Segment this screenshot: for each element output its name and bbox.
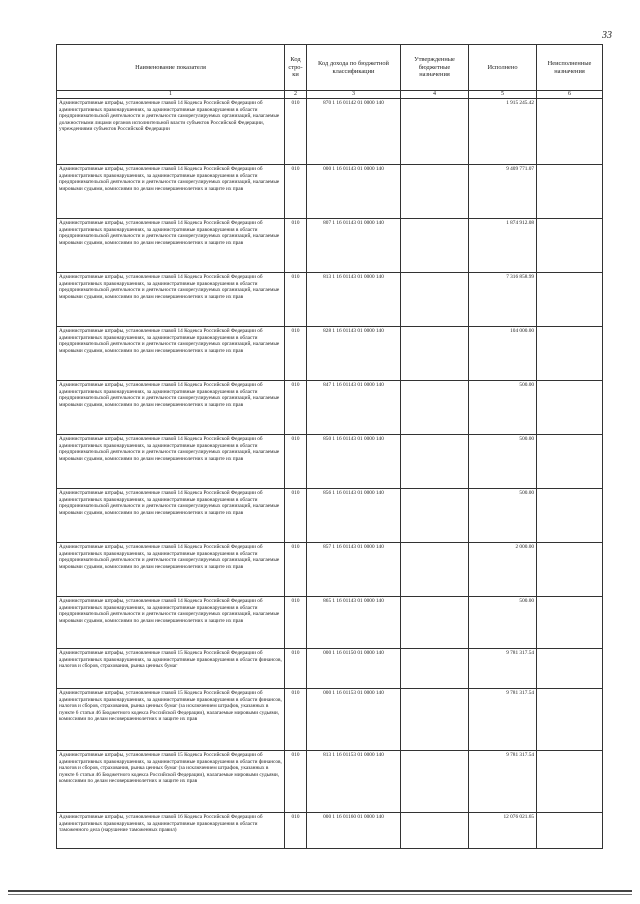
- row-approved: [401, 751, 469, 813]
- table-row: [57, 381, 603, 435]
- table-row: [57, 597, 603, 649]
- row-unexecuted: [537, 689, 603, 751]
- column-number: 1: [57, 91, 285, 99]
- row-code: 010: [285, 543, 307, 597]
- table-row: [57, 813, 603, 849]
- row-executed: 2 000.00: [469, 543, 537, 597]
- column-number: 2: [285, 91, 307, 99]
- row-approved: [401, 99, 469, 165]
- row-unexecuted: [537, 273, 603, 327]
- row-approved: [401, 219, 469, 273]
- row-approved: [401, 649, 469, 689]
- row-code: 010: [285, 489, 307, 543]
- row-executed: 104 000.00: [469, 327, 537, 381]
- row-approved: [401, 273, 469, 327]
- header-row: [57, 45, 603, 91]
- table-row: [57, 435, 603, 489]
- row-classification: 828 1 16 01143 01 0000 140: [307, 327, 401, 381]
- table-row: [57, 649, 603, 689]
- row-name: Административные штрафы, установленные главой 14 Кодекса Российской Федерации об административных правонарушениях, за административные правонарушения в области предпринимательской деятельности и деятельности саморегулируемых организаций, налагаемые мировыми судьями, комиссиями по делам несовершеннолетних и защите их прав: [57, 219, 285, 273]
- row-executed: 9 781 317.54: [469, 751, 537, 813]
- row-name: Административные штрафы, установленные главой 16 Кодекса Российской Федерации об административных правонарушениях, за административные правонарушения в области таможенного дела (нарушение таможенных правил): [57, 813, 285, 849]
- row-code: 010: [285, 689, 307, 751]
- row-code: 010: [285, 381, 307, 435]
- row-name: Административные штрафы, установленные главой 14 Кодекса Российской Федерации об административных правонарушениях, за административные правонарушения в области предпринимательской деятельности и деятельности саморегулируемых организаций, налагаемые мировыми судьями, комиссиями по делам несовершеннолетних и защите их прав: [57, 273, 285, 327]
- table-row: [57, 327, 603, 381]
- table-row: [57, 489, 603, 543]
- row-unexecuted: [537, 649, 603, 689]
- row-unexecuted: [537, 99, 603, 165]
- column-number: 4: [401, 91, 469, 99]
- table-row: [57, 165, 603, 219]
- row-code: 010: [285, 597, 307, 649]
- row-code: 010: [285, 273, 307, 327]
- row-unexecuted: [537, 751, 603, 813]
- row-executed: 7 316 858.99: [469, 273, 537, 327]
- row-approved: [401, 435, 469, 489]
- row-approved: [401, 489, 469, 543]
- column-number: 3: [307, 91, 401, 99]
- row-name: Административные штрафы, установленные главой 14 Кодекса Российской Федерации об административных правонарушениях, за административные правонарушения в области предпринимательской деятельности и деятельности саморегулируемых организаций, налагаемые мировыми судьями, комиссиями по делам несовершеннолетних и защите их прав: [57, 597, 285, 649]
- row-classification: 847 1 16 01143 01 0000 140: [307, 381, 401, 435]
- row-classification: 857 1 16 01143 01 0000 140: [307, 543, 401, 597]
- row-classification: 807 1 16 01143 01 0000 140: [307, 219, 401, 273]
- footer-rule: [8, 890, 632, 892]
- row-unexecuted: [537, 435, 603, 489]
- row-name: Административные штрафы, установленные главой 14 Кодекса Российской Федерации об административных правонарушениях, за административные правонарушения в области предпринимательской деятельности и деятельности саморегулируемых организаций, налагаемые мировыми судьями, комиссиями по делам несовершеннолетних и защите их прав: [57, 327, 285, 381]
- table-row: [57, 543, 603, 597]
- row-unexecuted: [537, 381, 603, 435]
- row-name: Административные штрафы, установленные главой 14 Кодекса Российской Федерации об административных правонарушениях, за административные правонарушения в области предпринимательской деятельности и деятельности саморегулируемых организаций, налагаемые мировыми судьями, комиссиями по делам несовершеннолетних и защите их прав: [57, 381, 285, 435]
- row-unexecuted: [537, 597, 603, 649]
- row-approved: [401, 543, 469, 597]
- row-code: 010: [285, 649, 307, 689]
- row-name: Административные штрафы, установленные главой 15 Кодекса Российской Федерации об административных правонарушениях, за административные правонарушения в области финансов, налогов и сборов, страхования, рынка ценных бумаг (за исключением штрафов, указанных в пункте 6 статьи 46 Бюджетного кодекса Российской Федерации), налагаемые мировыми судьями, комиссиями по делам несовершеннолетних и защите их прав: [57, 751, 285, 813]
- row-approved: [401, 381, 469, 435]
- row-code: 010: [285, 219, 307, 273]
- header-code: Код стро-ки: [285, 45, 307, 91]
- row-classification: 813 1 16 01153 01 0000 140: [307, 751, 401, 813]
- row-classification: 000 1 16 01160 01 0000 140: [307, 813, 401, 849]
- column-number: 6: [537, 91, 603, 99]
- row-classification: 850 1 16 01143 01 0000 140: [307, 435, 401, 489]
- row-unexecuted: [537, 489, 603, 543]
- column-number: 5: [469, 91, 537, 99]
- row-approved: [401, 165, 469, 219]
- table-body: [57, 99, 603, 849]
- header-executed: Исполнено: [469, 45, 537, 91]
- header-unexecuted: Неисполненные назначения: [537, 45, 603, 91]
- header-name: Наименование показателя: [57, 45, 285, 91]
- row-classification: 856 1 16 01143 01 0000 140: [307, 489, 401, 543]
- table-row: [57, 99, 603, 165]
- row-code: 010: [285, 751, 307, 813]
- row-classification: 000 1 16 01143 01 0000 140: [307, 165, 401, 219]
- column-number-row: [57, 91, 603, 99]
- row-name: Административные штрафы, установленные главой 15 Кодекса Российской Федерации об административных правонарушениях, за административные правонарушения в области финансов, налогов и сборов, страхования, рынка ценных бумаг (за исключением штрафов, указанных в пункте 6 статьи 46 Бюджетного кодекса Российской Федерации), налагаемые мировыми судьями, комиссиями по делам несовершеннолетних и защите их прав: [57, 689, 285, 751]
- row-executed: 9 781 317.54: [469, 649, 537, 689]
- row-code: 010: [285, 165, 307, 219]
- header-approved: Утвержденные бюджетные назначения: [401, 45, 469, 91]
- row-name: Административные штрафы, установленные главой 14 Кодекса Российской Федерации об административных правонарушениях, за административные правонарушения в области предпринимательской деятельности и деятельности саморегулируемых организаций, налагаемые мировыми судьями, комиссиями по делам несовершеннолетних и защите их прав: [57, 435, 285, 489]
- row-executed: 9 781 317.54: [469, 689, 537, 751]
- row-name: Административные штрафы, установленные главой 15 Кодекса Российской Федерации об административных правонарушениях, за административные правонарушения в области финансов, налогов и сборов, страхования, рынка ценных бумаг: [57, 649, 285, 689]
- row-executed: 9 409 771.07: [469, 165, 537, 219]
- row-unexecuted: [537, 327, 603, 381]
- page-number: 33: [602, 30, 612, 41]
- row-executed: 500.00: [469, 435, 537, 489]
- row-name: Административные штрафы, установленные главой 14 Кодекса Российской Федерации об административных правонарушениях, за административные правонарушения в области предпринимательской деятельности и деятельности саморегулируемых организаций, налагаемые мировыми судьями, комиссиями по делам несовершеннолетних и защите их прав: [57, 489, 285, 543]
- row-executed: 500.00: [469, 381, 537, 435]
- row-unexecuted: [537, 219, 603, 273]
- row-classification: 870 1 16 01142 01 0000 140: [307, 99, 401, 165]
- row-name: Административные штрафы, установленные главой 14 Кодекса Российской Федерации об административных правонарушениях, за административные правонарушения в области предпринимательской деятельности и деятельности саморегулируемых организаций, налагаемые должностными лицами органов исполнительной власти субъектов Российской Федерации, учреждениями субъектов Российской Федерации: [57, 99, 285, 165]
- row-code: 010: [285, 327, 307, 381]
- row-unexecuted: [537, 543, 603, 597]
- header-classification: Код дохода по бюджетной классификации: [307, 45, 401, 91]
- row-code: 010: [285, 813, 307, 849]
- report-table: [56, 44, 603, 849]
- row-executed: 500.00: [469, 597, 537, 649]
- row-code: 010: [285, 99, 307, 165]
- table-row: [57, 219, 603, 273]
- row-unexecuted: [537, 165, 603, 219]
- row-approved: [401, 813, 469, 849]
- row-executed: 1 915 245.42: [469, 99, 537, 165]
- row-approved: [401, 327, 469, 381]
- footer-rule-thin: [8, 894, 632, 895]
- row-executed: 12 076 021.65: [469, 813, 537, 849]
- row-code: 010: [285, 435, 307, 489]
- row-name: Административные штрафы, установленные главой 14 Кодекса Российской Федерации об административных правонарушениях, за административные правонарушения в области предпринимательской деятельности и деятельности саморегулируемых организаций, налагаемые мировыми судьями, комиссиями по делам несовершеннолетних и защите их прав: [57, 543, 285, 597]
- table-row: [57, 751, 603, 813]
- table-row: [57, 689, 603, 751]
- row-name: Административные штрафы, установленные главой 14 Кодекса Российской Федерации об административных правонарушениях, за административные правонарушения в области предпринимательской деятельности и деятельности саморегулируемых организаций, налагаемые мировыми судьями, комиссиями по делам несовершеннолетних и защите их прав: [57, 165, 285, 219]
- row-approved: [401, 689, 469, 751]
- row-classification: 000 1 16 01153 01 0000 140: [307, 689, 401, 751]
- row-classification: 865 1 16 01143 01 0000 140: [307, 597, 401, 649]
- row-executed: 1 874 912.08: [469, 219, 537, 273]
- row-unexecuted: [537, 813, 603, 849]
- row-executed: 500.00: [469, 489, 537, 543]
- row-classification: 813 1 16 01143 01 0000 140: [307, 273, 401, 327]
- row-classification: 000 1 16 01150 01 0000 140: [307, 649, 401, 689]
- table-row: [57, 273, 603, 327]
- row-approved: [401, 597, 469, 649]
